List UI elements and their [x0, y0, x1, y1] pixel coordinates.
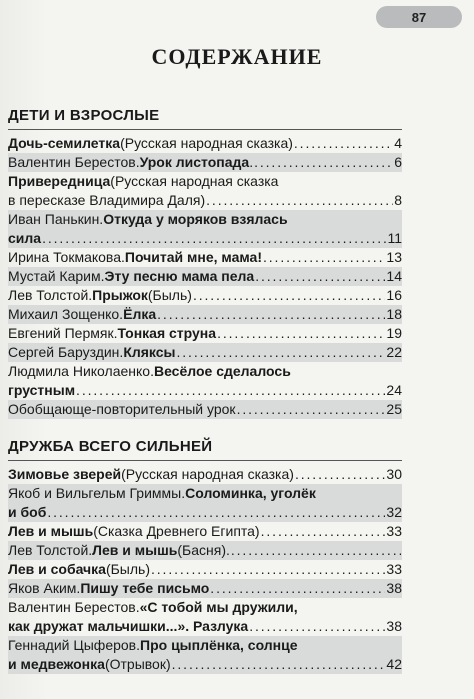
- bleed-through-text: [404, 48, 474, 568]
- entry-author: Михаил Зощенко.: [8, 306, 124, 322]
- toc-entry: [8, 541, 402, 560]
- toc-entry-line: [8, 267, 402, 286]
- entry-title: Соломинка, уголёк: [185, 485, 316, 501]
- toc-entry-line: [8, 484, 402, 503]
- entry-author: Якоб и Вильгельм Гриммы.: [8, 485, 186, 501]
- toc-entry: [8, 343, 402, 362]
- entry-author: Людмила Николаенко.: [8, 363, 154, 379]
- toc-entry-line: [8, 503, 402, 522]
- entry-title: грустным: [8, 382, 76, 398]
- leader-dots: [193, 286, 385, 305]
- table-of-contents: [8, 102, 402, 674]
- leader-dots: [255, 267, 385, 286]
- leader-dots: [157, 305, 385, 324]
- entry-title: Прыжок: [92, 287, 148, 303]
- toc-entry-line: [8, 172, 402, 191]
- entry-page-number: 25: [386, 401, 402, 417]
- leader-dots: [210, 579, 385, 598]
- toc-entry: [8, 172, 402, 210]
- entry-page-number: 38: [386, 580, 402, 596]
- entry-page-number: 13: [386, 249, 402, 265]
- entry-author: (Басня).: [177, 542, 230, 558]
- entry-author: (Отрывок): [104, 656, 171, 672]
- entry-title: Дочь-семилетка: [8, 135, 121, 151]
- entry-author: Лев Толстой.: [8, 542, 93, 558]
- entry-title: Эту песню мама пела: [104, 268, 255, 284]
- leader-dots: [294, 134, 393, 153]
- entry-title: Про цыплёнка, солнце: [140, 637, 298, 653]
- leader-dots: [249, 617, 385, 636]
- toc-entry-line: [8, 598, 402, 617]
- leader-dots: [254, 153, 393, 172]
- entry-author: Сергей Баруздин.: [8, 344, 124, 360]
- entry-page-number: 6: [394, 154, 402, 170]
- entry-page-number: 38: [386, 618, 402, 634]
- entry-title: Лев и мышь: [8, 523, 94, 539]
- leader-dots: [261, 522, 386, 541]
- leader-dots: [263, 248, 385, 267]
- toc-entry-line: [8, 248, 402, 267]
- toc-entry: [8, 465, 402, 484]
- page-number: 87: [411, 9, 427, 25]
- toc-entry-line: [8, 286, 402, 305]
- entry-page-number: 4: [394, 135, 402, 151]
- entry-author: Ирина Токмакова.: [8, 249, 125, 265]
- toc-entry-line: [8, 305, 402, 324]
- toc-entry: [8, 560, 402, 579]
- entry-title: Весёлое сделалось: [153, 363, 291, 379]
- entry-author: (Сказка Древнего Египта): [93, 523, 260, 539]
- entry-page-number: 22: [386, 344, 402, 360]
- toc-entry: [8, 324, 402, 343]
- leader-dots: [217, 324, 385, 343]
- entry-author: (Русская народная сказка: [110, 173, 279, 189]
- entry-title: Ёлка: [123, 306, 157, 322]
- section-heading: ДЕТИ И ВЗРОСЛЫЕ: [8, 107, 160, 124]
- toc-entry-line: [8, 560, 402, 579]
- toc-entry: [8, 400, 402, 419]
- leader-dots: [231, 541, 401, 560]
- entry-page-number: 33: [386, 523, 402, 539]
- entry-author: .: [249, 154, 254, 170]
- section-divider: [8, 129, 402, 130]
- page-number-badge: [376, 6, 462, 28]
- leader-dots: [295, 465, 385, 484]
- toc-entry-line: [8, 636, 402, 655]
- leader-dots: [42, 229, 386, 248]
- entry-title: и медвежонка: [8, 656, 105, 672]
- toc-entry-line: [8, 579, 402, 598]
- toc-entry: [8, 286, 402, 305]
- toc-entry: [8, 153, 402, 172]
- leader-dots: [176, 343, 385, 362]
- toc-entry-line: [8, 324, 402, 343]
- entry-title: и боб: [8, 504, 47, 520]
- entry-title: Тонкая струна: [117, 325, 217, 341]
- page-title: СОДЕРЖАНИЕ: [151, 44, 323, 69]
- section-heading: ДРУЖБА ВСЕГО СИЛЬНЕЙ: [8, 438, 213, 455]
- entry-page-number: 33: [386, 561, 402, 577]
- entry-title: Лев и собачка: [8, 561, 106, 577]
- entry-title: Откуда у моряков взялась: [103, 211, 288, 227]
- entry-author: Мустай Карим.: [8, 268, 105, 284]
- toc-entry-line: [8, 541, 402, 560]
- toc-entry-line: [8, 134, 402, 153]
- toc-entry: [8, 522, 402, 541]
- toc-entry: [8, 636, 402, 674]
- entry-author: Лев Толстой.: [8, 287, 93, 303]
- entry-author: Валентин Берестов.: [8, 154, 140, 170]
- toc-entry: [8, 579, 402, 598]
- toc-entry-line: [8, 191, 402, 210]
- entry-page-number: 19: [386, 325, 402, 341]
- toc-entry: [8, 210, 402, 248]
- toc-entry-line: [8, 465, 402, 484]
- leader-dots: [76, 381, 385, 400]
- entry-title: сила: [8, 230, 42, 246]
- entry-author: (Русская народная сказка): [121, 466, 294, 482]
- entry-page-number: 8: [394, 192, 402, 208]
- entry-title: Почитай мне, мама!: [124, 249, 262, 265]
- toc-entry: [8, 248, 402, 267]
- toc-entry-line: [8, 522, 402, 541]
- entry-author: (Быль): [147, 287, 192, 303]
- toc-entry-line: [8, 400, 402, 419]
- entry-page-number: 18: [386, 306, 402, 322]
- entry-author: Яков Аким.: [8, 580, 81, 596]
- entry-page-number: 16: [386, 287, 402, 303]
- entry-title: Лев и мышь: [92, 542, 178, 558]
- entry-title: как дружат мальчишки...». Разлука: [8, 618, 249, 634]
- toc-entry-line: [8, 229, 402, 248]
- toc-entry: [8, 598, 402, 636]
- entry-page-number: 24: [386, 382, 402, 398]
- toc-entry-line: [8, 617, 402, 636]
- entry-title: Кляксы: [123, 344, 176, 360]
- toc-entry-line: [8, 343, 402, 362]
- entry-title: Привередница: [8, 173, 111, 189]
- entry-author: Валентин Берестов.: [8, 599, 140, 615]
- toc-entry: [8, 362, 402, 400]
- leader-dots: [172, 655, 386, 674]
- entry-author: Обобщающе-повторительный урок: [8, 401, 236, 417]
- leader-dots: [237, 400, 386, 419]
- entry-page-number: 11: [387, 230, 402, 246]
- entry-title: «С тобой мы дружили,: [139, 599, 298, 615]
- entry-title: Зимовье зверей: [8, 466, 122, 482]
- entry-author: Иван Панькин.: [8, 211, 104, 227]
- entry-page-number: 32: [386, 504, 402, 520]
- entry-title: Урок листопада: [139, 154, 250, 170]
- entry-author: Геннадий Цыферов.: [8, 637, 141, 653]
- toc-entry-line: [8, 381, 402, 400]
- toc-entry-line: [8, 153, 402, 172]
- toc-entry: [8, 267, 402, 286]
- toc-entry-line: [8, 655, 402, 674]
- entry-page-number: 42: [386, 656, 402, 672]
- toc-entry: [8, 484, 402, 522]
- toc-entry: [8, 134, 402, 153]
- entry-author: в пересказе Владимира Даля): [8, 192, 206, 208]
- toc-entry: [8, 305, 402, 324]
- entry-author: Евгений Пермяк.: [8, 325, 118, 341]
- entry-author: (Быль): [105, 561, 150, 577]
- entry-author: (Русская народная сказка): [120, 135, 293, 151]
- entry-title: Пишу тебе письмо: [80, 580, 210, 596]
- toc-entry-line: [8, 210, 402, 229]
- leader-dots: [151, 560, 385, 579]
- leader-dots: [206, 191, 393, 210]
- entry-page-number: 14: [386, 268, 402, 284]
- section-divider: [8, 460, 402, 461]
- entry-page-number: 30: [386, 466, 402, 482]
- toc-entry-line: [8, 362, 402, 381]
- leader-dots: [47, 503, 385, 522]
